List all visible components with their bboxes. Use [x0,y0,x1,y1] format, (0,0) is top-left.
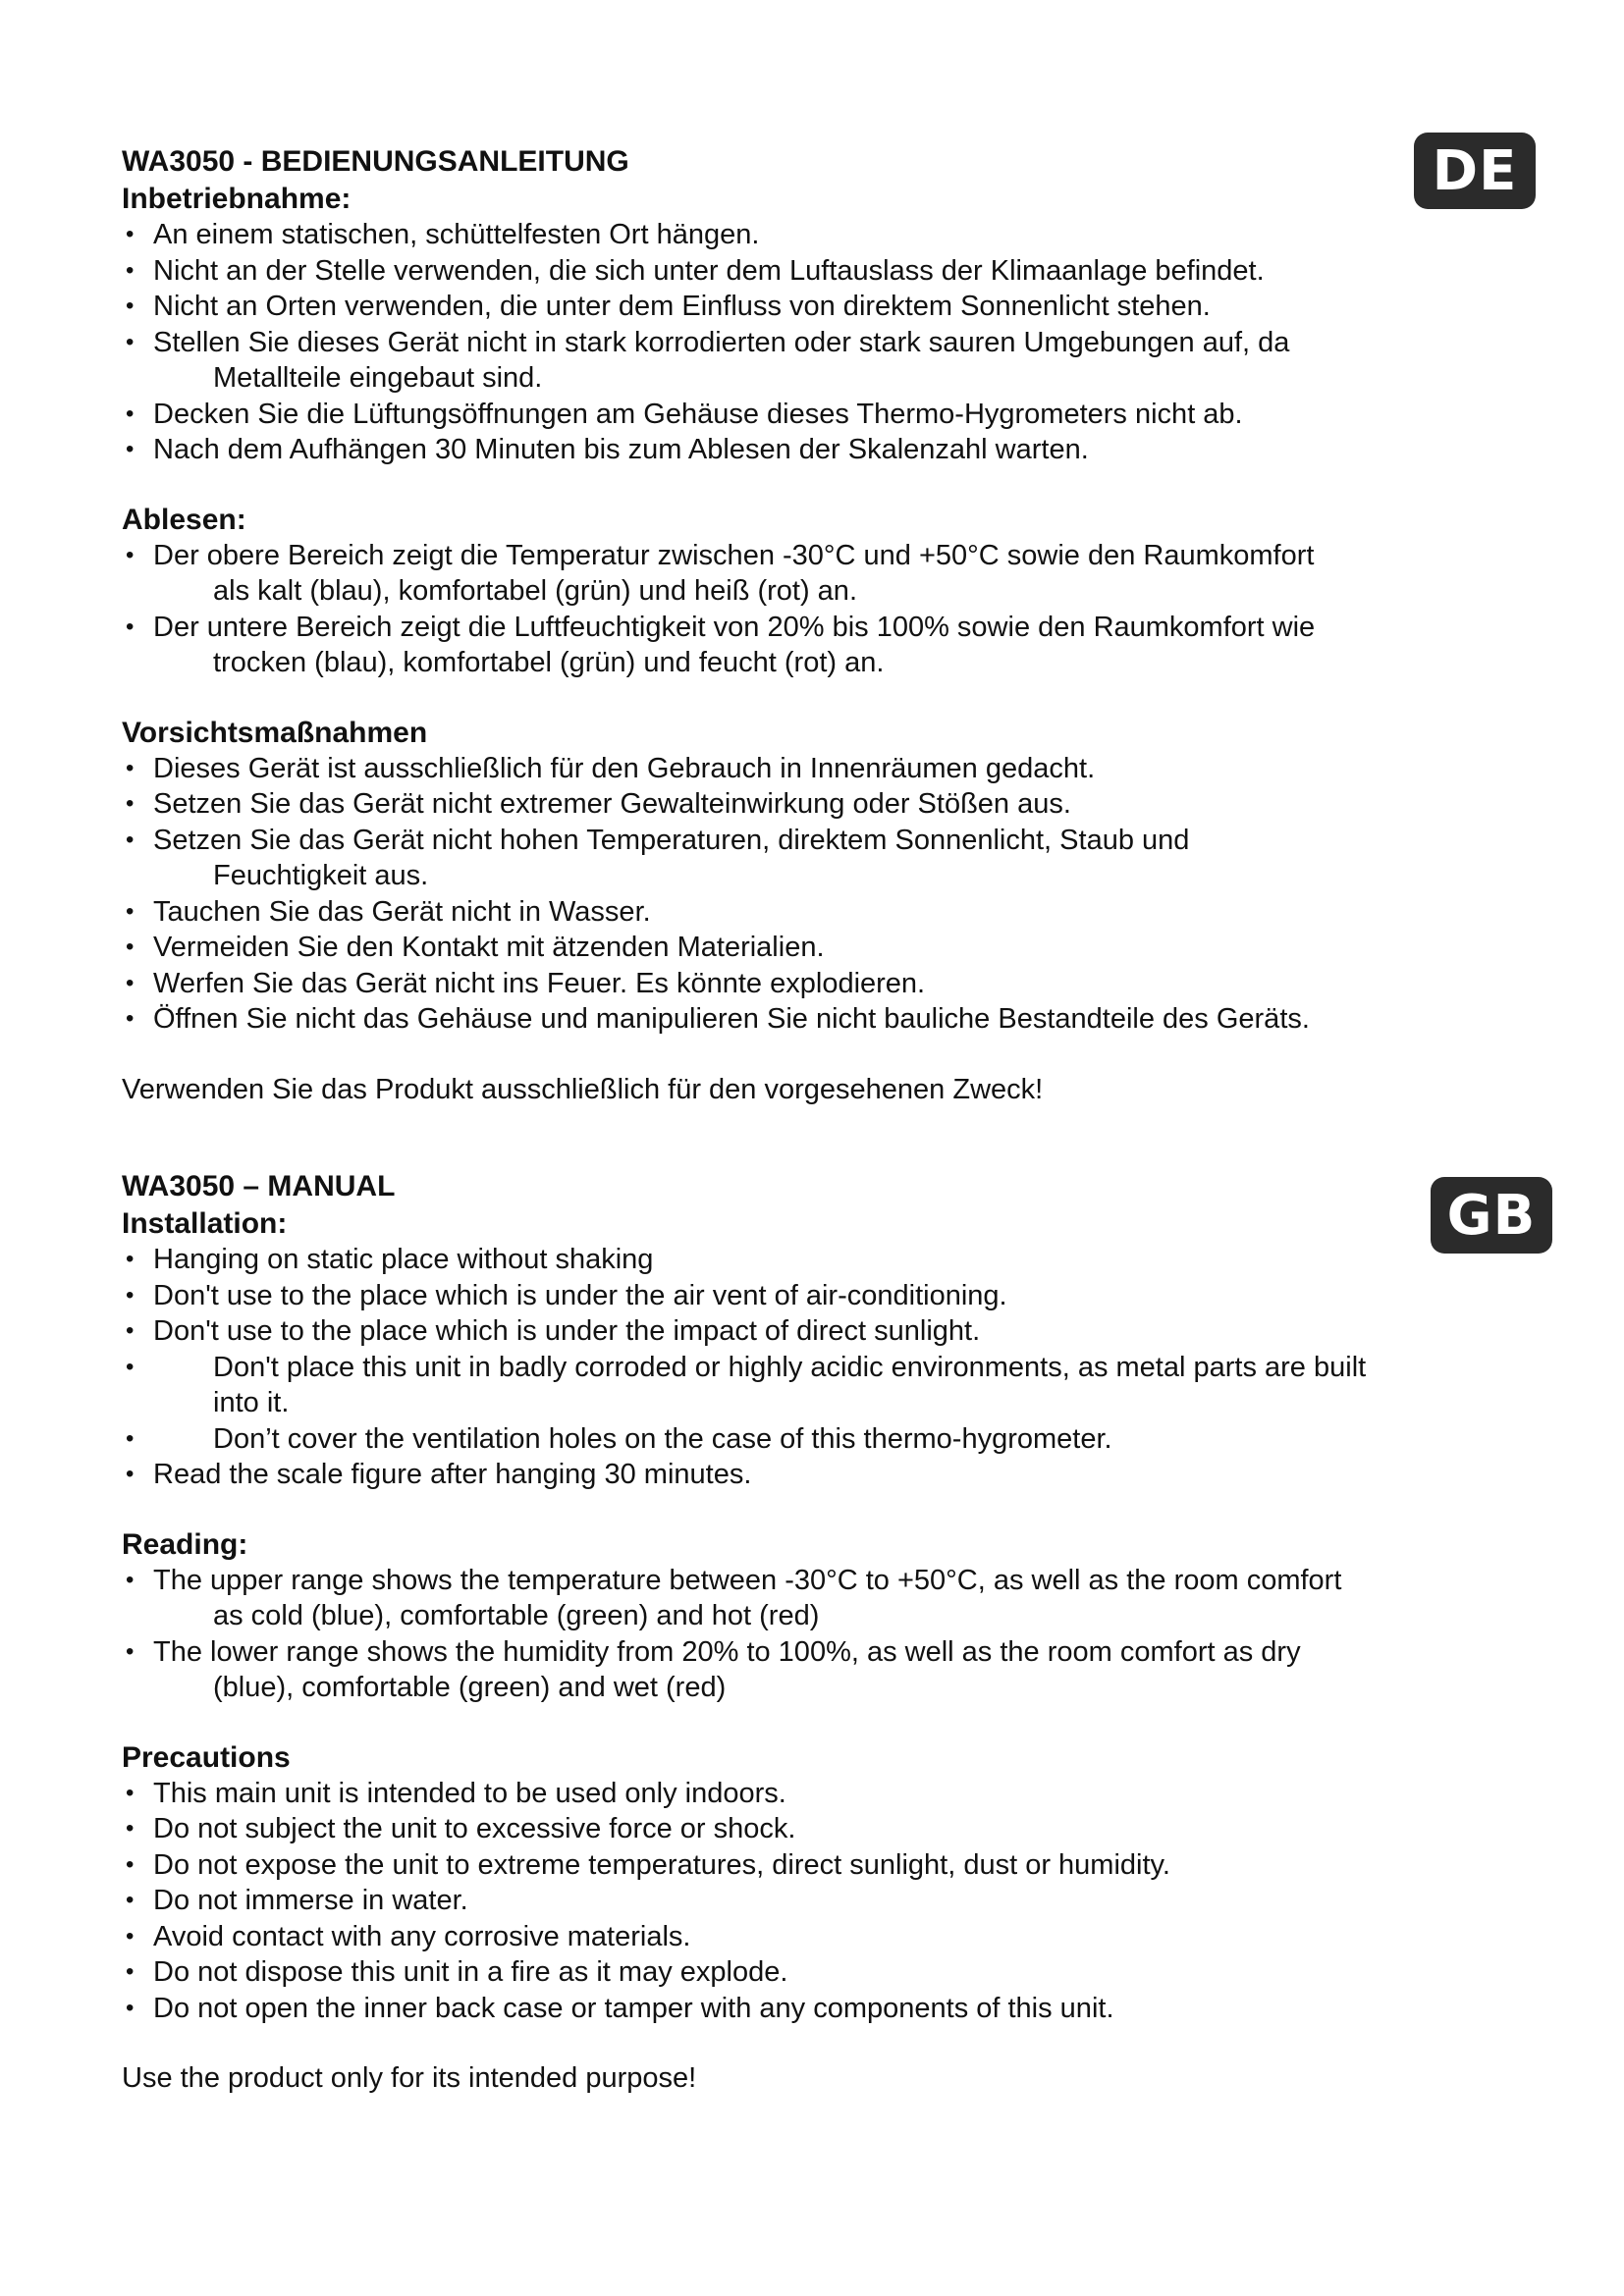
list-item-text: Do not open the inner back case or tamper with any components of this unit. [153,1992,1114,2024]
list-item [122,1457,1526,1493]
de-precautions-list [122,751,1526,1038]
bullet-icon: • [126,293,135,319]
list-item [122,1313,1526,1350]
list-item-text: Nach dem Aufhängen 30 Minuten bis zum Ablesen der Skalenzahl warten. [153,434,1089,465]
gb-precautions-heading: Precautions [122,1740,291,1774]
list-item [122,610,1526,681]
bullet-icon: • [126,1005,135,1032]
de-install-heading: Inbetriebnahme: [122,183,352,215]
gb-reading-list [122,1563,1526,1706]
list-item [122,253,1526,290]
language-badge-de: DE [1414,133,1536,209]
bullet-icon: • [126,221,135,247]
bullet-icon: • [126,969,135,996]
list-item [122,1634,1526,1706]
de-closing-note: Verwenden Sie das Produkt ausschließlich für den vorgesehenen Zweck! [122,1073,1044,1105]
gb-closing-note: Use the product only for its intended purpose! [122,2062,697,2094]
gb-title: WA3050 – MANUAL [122,1170,396,1202]
list-item-text: Do not subject the unit to excessive force or shock. [153,1813,796,1844]
list-item [122,751,1526,787]
bullet-icon: • [126,328,135,355]
section-de [122,143,1526,1108]
de-reading-list [122,538,1526,681]
list-item [122,1883,1526,1919]
bullet-icon: • [126,1353,135,1380]
de-precautions-heading: Vorsichtsmaßnahmen [122,716,428,749]
bullet-icon: • [126,1779,135,1806]
bullet-icon: • [126,1317,135,1344]
list-item [122,325,1526,397]
bullet-icon: • [126,826,135,853]
list-item [122,930,1526,966]
list-item-text: Don’t cover the ventilation holes on the case of this thermo-hygrometer. [213,1422,1112,1455]
bullet-icon: • [126,1566,135,1593]
list-item-text: Nicht an Orten verwenden, die unter dem Einfluss von direktem Sonnenlicht stehen. [153,291,1211,322]
list-item-text: Do not immerse in water. [153,1885,468,1916]
bullet-icon: • [126,1637,135,1665]
bullet-icon: • [126,1922,135,1949]
list-item-text: Don't place this unit in badly corroded or highly acidic environments, as metal parts are built [213,1351,1367,1383]
list-item [122,1847,1526,1884]
list-item-text: This main unit is intended to be used only indoors. [153,1777,786,1809]
list-item-text: Avoid contact with any corrosive materials. [153,1920,691,1952]
bullet-icon: • [126,934,135,960]
list-item [122,1954,1526,1991]
list-item-text: Don't use to the place which is under the air vent of air-conditioning. [153,1279,1007,1311]
list-item [122,538,1526,610]
list-item-continuation: trocken (blau), komfortabel (grün) und feucht (rot) an. [213,647,885,678]
language-badge-gb: GB [1431,1177,1552,1254]
list-item [122,397,1526,433]
list-item [122,1278,1526,1314]
list-item-text: Stellen Sie dieses Gerät nicht in stark korrodierten oder stark sauren Umgebungen auf, da [153,326,1290,358]
list-item [122,1350,1526,1421]
list-item [122,1001,1526,1038]
list-item [122,217,1526,253]
list-item [122,894,1526,931]
list-item-text: Der obere Bereich zeigt die Temperatur zwischen -30°C und +50°C sowie den Raumkomfort [153,539,1315,571]
list-item [122,432,1526,468]
list-item-text: Der untere Bereich zeigt die Luftfeuchtigkeit von 20% bis 100% sowie den Raumkomfort wie [153,611,1316,643]
list-item-text: The lower range shows the humidity from 20% to 100%, as well as the room comfort as dry [153,1635,1301,1668]
bullet-icon: • [126,1424,135,1452]
list-item-text: Dieses Gerät ist ausschließlich für den Gebrauch in Innenräumen gedacht. [153,752,1096,784]
list-item-text: Decken Sie die Lüftungsöffnungen am Gehäuse dieses Thermo-Hygrometers nicht ab. [153,398,1243,430]
bullet-icon: • [126,1850,135,1878]
list-item-text: Do not expose the unit to extreme temperatures, direct sunlight, dust or humidity. [153,1848,1170,1881]
list-item-continuation: as cold (blue), comfortable (green) and hot (red) [213,1600,820,1631]
list-item [122,1242,1526,1278]
bullet-icon: • [126,1461,135,1487]
list-item-text: Do not dispose this unit in a fire as it may explode. [153,1956,788,1988]
list-item-continuation: Metallteile eingebaut sind. [213,362,543,394]
bullet-icon: • [126,790,135,817]
de-reading-heading: Ablesen: [122,503,246,536]
list-item-text: Werfen Sie das Gerät nicht ins Feuer. Es könnte explodieren. [153,967,926,999]
de-title: WA3050 - BEDIENUNGSANLEITUNG [122,145,629,178]
list-item-text: An einem statischen, schüttelfesten Ort hängen. [153,219,760,250]
list-item-text: Setzen Sie das Gerät nicht extremer Gewalteinwirkung oder Stößen aus. [153,788,1071,820]
bullet-icon: • [126,754,135,781]
bullet-icon: • [126,436,135,462]
gb-reading-heading: Reading: [122,1527,248,1561]
bullet-icon: • [126,1887,135,1913]
bullet-icon: • [126,400,135,427]
list-item-text: Don't use to the place which is under the impact of direct sunlight. [153,1315,981,1347]
list-item [122,786,1526,823]
list-item-continuation: als kalt (blau), komfortabel (grün) und heiß (rot) an. [213,575,857,607]
list-item-text: Vermeiden Sie den Kontakt mit ätzenden Materialien. [153,932,825,963]
list-item-continuation: into it. [213,1387,290,1418]
gb-install-heading: Installation: [122,1207,288,1240]
list-item [122,966,1526,1002]
list-item [122,1563,1526,1634]
bullet-icon: • [126,613,135,640]
gb-precautions-list [122,1776,1526,2027]
list-item-text: Öffnen Sie nicht das Gehäuse und manipulieren Sie nicht bauliche Bestandteile des Geräts. [153,1003,1310,1035]
list-item [122,1421,1526,1458]
list-item-text: Nicht an der Stelle verwenden, die sich unter dem Luftauslass der Klimaanlage befindet. [153,254,1265,287]
list-item-continuation: (blue), comfortable (green) and wet (red) [213,1672,727,1703]
list-item [122,1776,1526,1812]
bullet-icon: • [126,256,135,284]
list-item-continuation: Feuchtigkeit aus. [213,860,429,891]
bullet-icon: • [126,1958,135,1985]
list-item [122,823,1526,894]
list-item-text: Tauchen Sie das Gerät nicht in Wasser. [153,895,651,928]
list-item-text: Hanging on static place without shaking [153,1244,654,1275]
bullet-icon: • [126,1815,135,1842]
list-item [122,1991,1526,2027]
list-item [122,1919,1526,1955]
bullet-icon: • [126,1994,135,2021]
gb-install-list [122,1242,1526,1493]
list-item-text: The upper range shows the temperature between -30°C to +50°C, as well as the room comfort [153,1564,1342,1596]
list-item-text: Read the scale figure after hanging 30 minutes. [153,1459,752,1490]
bullet-icon: • [126,1281,135,1308]
bullet-icon: • [126,897,135,925]
section-gb [122,1168,1526,2097]
list-item [122,289,1526,325]
list-item [122,1811,1526,1847]
de-install-list [122,217,1526,468]
list-item-text: Setzen Sie das Gerät nicht hohen Temperaturen, direktem Sonnenlicht, Staub und [153,824,1190,856]
bullet-icon: • [126,541,135,568]
bullet-icon: • [126,1246,135,1272]
